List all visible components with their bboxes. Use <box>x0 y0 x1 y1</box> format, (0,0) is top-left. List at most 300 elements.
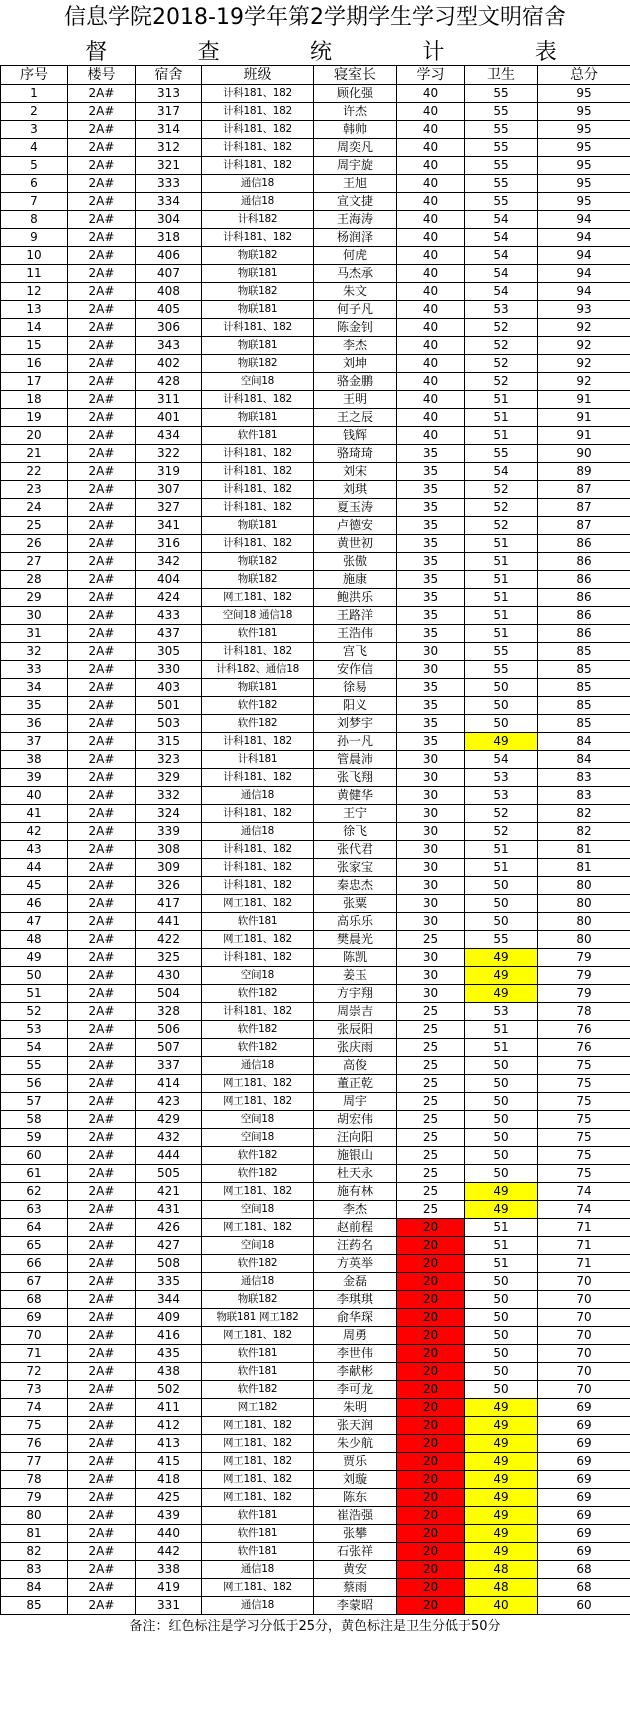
cell-dorm: 415 <box>136 1453 202 1471</box>
cell-building: 2A# <box>68 1039 136 1057</box>
cell-leader: 李杰 <box>314 337 397 355</box>
table-row <box>1 859 630 877</box>
cell-dorm: 502 <box>136 1381 202 1399</box>
table-row <box>1 1201 630 1219</box>
cell-leader: 朱少航 <box>314 1435 397 1453</box>
cell-leader: 王宁 <box>314 805 397 823</box>
cell-leader: 杜天永 <box>314 1165 397 1183</box>
cell-index: 33 <box>1 661 68 679</box>
cell-total: 70 <box>538 1363 630 1381</box>
table-row <box>1 373 630 391</box>
cell-total: 69 <box>538 1525 630 1543</box>
cell-study: 30 <box>397 769 465 787</box>
cell-building: 2A# <box>68 1327 136 1345</box>
cell-hygiene: 49 <box>465 1507 538 1525</box>
cell-total: 93 <box>538 301 630 319</box>
cell-leader: 宫飞 <box>314 643 397 661</box>
table-row <box>1 301 630 319</box>
table-row <box>1 643 630 661</box>
cell-dorm: 408 <box>136 283 202 301</box>
cell-leader: 周勇 <box>314 1327 397 1345</box>
cell-hygiene: 54 <box>465 229 538 247</box>
cell-leader: 汪向阳 <box>314 1129 397 1147</box>
cell-dorm: 505 <box>136 1165 202 1183</box>
cell-class: 网工181、182 <box>202 931 314 949</box>
cell-building: 2A# <box>68 643 136 661</box>
table-row <box>1 1255 630 1273</box>
cell-index: 39 <box>1 769 68 787</box>
cell-leader: 施有林 <box>314 1183 397 1201</box>
cell-study: 30 <box>397 859 465 877</box>
cell-study: 40 <box>397 193 465 211</box>
cell-total: 76 <box>538 1021 630 1039</box>
cell-study: 35 <box>397 571 465 589</box>
table-row <box>1 679 630 697</box>
dormitory-table <box>0 65 630 1615</box>
cell-index: 75 <box>1 1417 68 1435</box>
table-row <box>1 931 630 949</box>
table-row <box>1 103 630 121</box>
cell-building: 2A# <box>68 265 136 283</box>
cell-index: 69 <box>1 1309 68 1327</box>
cell-total: 69 <box>538 1435 630 1453</box>
cell-building: 2A# <box>68 1057 136 1075</box>
cell-building: 2A# <box>68 697 136 715</box>
cell-hygiene: 50 <box>465 1111 538 1129</box>
cell-leader: 朱文 <box>314 283 397 301</box>
cell-class: 计科181、182 <box>202 805 314 823</box>
cell-leader: 李献彬 <box>314 1363 397 1381</box>
cell-total: 94 <box>538 265 630 283</box>
cell-class: 网工181、182 <box>202 1471 314 1489</box>
cell-class: 网工181、182 <box>202 1453 314 1471</box>
cell-building: 2A# <box>68 841 136 859</box>
table-row <box>1 625 630 643</box>
cell-building: 2A# <box>68 625 136 643</box>
cell-leader: 张辰阳 <box>314 1021 397 1039</box>
cell-leader: 朱明 <box>314 1399 397 1417</box>
cell-class: 空间18 <box>202 1129 314 1147</box>
cell-total: 70 <box>538 1381 630 1399</box>
cell-index: 47 <box>1 913 68 931</box>
cell-index: 64 <box>1 1219 68 1237</box>
cell-building: 2A# <box>68 157 136 175</box>
cell-index: 14 <box>1 319 68 337</box>
cell-class: 软件181 <box>202 427 314 445</box>
cell-hygiene: 51 <box>465 625 538 643</box>
cell-total: 75 <box>538 1147 630 1165</box>
cell-total: 87 <box>538 517 630 535</box>
cell-class: 软件181 <box>202 1525 314 1543</box>
cell-hygiene: 49 <box>465 1183 538 1201</box>
cell-total: 70 <box>538 1327 630 1345</box>
table-row <box>1 1561 630 1579</box>
cell-dorm: 409 <box>136 1309 202 1327</box>
cell-building: 2A# <box>68 949 136 967</box>
cell-index: 4 <box>1 139 68 157</box>
cell-class: 软件182 <box>202 715 314 733</box>
cell-dorm: 432 <box>136 1129 202 1147</box>
cell-study: 25 <box>397 1201 465 1219</box>
cell-dorm: 333 <box>136 175 202 193</box>
cell-class: 计科181、182 <box>202 769 314 787</box>
cell-leader: 何虎 <box>314 247 397 265</box>
cell-index: 57 <box>1 1093 68 1111</box>
cell-index: 79 <box>1 1489 68 1507</box>
cell-building: 2A# <box>68 409 136 427</box>
cell-leader: 韩帅 <box>314 121 397 139</box>
cell-class: 物联182 <box>202 355 314 373</box>
cell-study: 20 <box>397 1597 465 1615</box>
cell-hygiene: 52 <box>465 823 538 841</box>
cell-total: 84 <box>538 733 630 751</box>
cell-hygiene: 50 <box>465 1309 538 1327</box>
cell-total: 85 <box>538 661 630 679</box>
cell-leader: 鲍洪乐 <box>314 589 397 607</box>
cell-leader: 张傲 <box>314 553 397 571</box>
cell-building: 2A# <box>68 1543 136 1561</box>
cell-leader: 汪药名 <box>314 1237 397 1255</box>
cell-total: 81 <box>538 841 630 859</box>
cell-leader: 俞华琛 <box>314 1309 397 1327</box>
cell-building: 2A# <box>68 1111 136 1129</box>
cell-class: 计科181、182 <box>202 445 314 463</box>
cell-class: 物联182 <box>202 571 314 589</box>
table-row <box>1 1435 630 1453</box>
cell-index: 30 <box>1 607 68 625</box>
cell-leader: 施银山 <box>314 1147 397 1165</box>
cell-dorm: 307 <box>136 481 202 499</box>
cell-study: 30 <box>397 913 465 931</box>
cell-hygiene: 50 <box>465 1129 538 1147</box>
cell-dorm: 315 <box>136 733 202 751</box>
cell-building: 2A# <box>68 931 136 949</box>
cell-class: 计科181、182 <box>202 859 314 877</box>
cell-index: 31 <box>1 625 68 643</box>
cell-hygiene: 50 <box>465 1273 538 1291</box>
cell-hygiene: 53 <box>465 1003 538 1021</box>
cell-index: 21 <box>1 445 68 463</box>
cell-index: 5 <box>1 157 68 175</box>
cell-class: 计科181、182 <box>202 481 314 499</box>
cell-class: 计科181 <box>202 751 314 769</box>
cell-building: 2A# <box>68 823 136 841</box>
cell-index: 67 <box>1 1273 68 1291</box>
cell-study: 20 <box>397 1309 465 1327</box>
table-row <box>1 1111 630 1129</box>
cell-class: 网工181、182 <box>202 1219 314 1237</box>
cell-total: 92 <box>538 373 630 391</box>
cell-class: 软件182 <box>202 1165 314 1183</box>
cell-leader: 周宇旋 <box>314 157 397 175</box>
cell-class: 计科181、182 <box>202 733 314 751</box>
cell-total: 80 <box>538 913 630 931</box>
cell-class: 网工181、182 <box>202 1093 314 1111</box>
cell-index: 41 <box>1 805 68 823</box>
cell-index: 35 <box>1 697 68 715</box>
table-row <box>1 841 630 859</box>
cell-total: 78 <box>538 1003 630 1021</box>
table-row <box>1 445 630 463</box>
table-row <box>1 337 630 355</box>
cell-building: 2A# <box>68 679 136 697</box>
cell-dorm: 428 <box>136 373 202 391</box>
cell-leader: 董正乾 <box>314 1075 397 1093</box>
cell-index: 66 <box>1 1255 68 1273</box>
header-study: 学习 <box>397 66 465 85</box>
cell-leader: 陈金钊 <box>314 319 397 337</box>
cell-study: 30 <box>397 985 465 1003</box>
cell-study: 20 <box>397 1543 465 1561</box>
table-row <box>1 949 630 967</box>
cell-total: 69 <box>538 1399 630 1417</box>
table-row <box>1 229 630 247</box>
table-row <box>1 823 630 841</box>
subtitle-char: 统 <box>309 40 332 65</box>
cell-dorm: 418 <box>136 1471 202 1489</box>
cell-class: 通信18 <box>202 1597 314 1615</box>
cell-index: 44 <box>1 859 68 877</box>
cell-study: 35 <box>397 481 465 499</box>
cell-index: 45 <box>1 877 68 895</box>
cell-leader: 陈凯 <box>314 949 397 967</box>
cell-class: 网工181、182 <box>202 1327 314 1345</box>
cell-total: 90 <box>538 445 630 463</box>
cell-total: 91 <box>538 427 630 445</box>
cell-class: 软件182 <box>202 1255 314 1273</box>
cell-study: 25 <box>397 1147 465 1165</box>
cell-index: 28 <box>1 571 68 589</box>
cell-index: 60 <box>1 1147 68 1165</box>
cell-index: 58 <box>1 1111 68 1129</box>
cell-total: 91 <box>538 391 630 409</box>
cell-study: 25 <box>397 1003 465 1021</box>
cell-hygiene: 52 <box>465 319 538 337</box>
cell-index: 81 <box>1 1525 68 1543</box>
cell-building: 2A# <box>68 1399 136 1417</box>
cell-dorm: 329 <box>136 769 202 787</box>
cell-leader: 陈东 <box>314 1489 397 1507</box>
cell-building: 2A# <box>68 301 136 319</box>
cell-class: 计科181、182 <box>202 319 314 337</box>
cell-hygiene: 49 <box>465 1201 538 1219</box>
cell-total: 83 <box>538 787 630 805</box>
cell-study: 25 <box>397 1057 465 1075</box>
cell-building: 2A# <box>68 553 136 571</box>
cell-class: 物联181 <box>202 265 314 283</box>
cell-study: 20 <box>397 1291 465 1309</box>
cell-class: 软件182 <box>202 985 314 1003</box>
cell-total: 83 <box>538 769 630 787</box>
table-row <box>1 877 630 895</box>
cell-leader: 樊晨光 <box>314 931 397 949</box>
cell-building: 2A# <box>68 1345 136 1363</box>
cell-leader: 马杰承 <box>314 265 397 283</box>
cell-hygiene: 53 <box>465 769 538 787</box>
cell-dorm: 431 <box>136 1201 202 1219</box>
cell-hygiene: 51 <box>465 571 538 589</box>
cell-building: 2A# <box>68 1219 136 1237</box>
cell-total: 94 <box>538 229 630 247</box>
cell-dorm: 439 <box>136 1507 202 1525</box>
cell-building: 2A# <box>68 1075 136 1093</box>
cell-index: 3 <box>1 121 68 139</box>
cell-hygiene: 51 <box>465 1255 538 1273</box>
cell-leader: 胡宏伟 <box>314 1111 397 1129</box>
cell-index: 61 <box>1 1165 68 1183</box>
cell-dorm: 344 <box>136 1291 202 1309</box>
cell-leader: 石张祥 <box>314 1543 397 1561</box>
cell-index: 82 <box>1 1543 68 1561</box>
table-row <box>1 1075 630 1093</box>
header-building: 楼号 <box>68 66 136 85</box>
cell-study: 40 <box>397 319 465 337</box>
cell-class: 软件182 <box>202 1021 314 1039</box>
cell-index: 20 <box>1 427 68 445</box>
cell-dorm: 317 <box>136 103 202 121</box>
cell-index: 12 <box>1 283 68 301</box>
cell-building: 2A# <box>68 1273 136 1291</box>
cell-total: 80 <box>538 877 630 895</box>
cell-dorm: 318 <box>136 229 202 247</box>
footnote: 备注：红色标注是学习分低于25分，黄色标注是卫生分低于50分 <box>129 1619 501 1634</box>
cell-total: 75 <box>538 1129 630 1147</box>
cell-dorm: 335 <box>136 1273 202 1291</box>
cell-study: 30 <box>397 661 465 679</box>
cell-study: 35 <box>397 697 465 715</box>
cell-study: 25 <box>397 1093 465 1111</box>
cell-hygiene: 50 <box>465 895 538 913</box>
cell-index: 80 <box>1 1507 68 1525</box>
table-row <box>1 193 630 211</box>
table-row <box>1 427 630 445</box>
cell-dorm: 435 <box>136 1345 202 1363</box>
cell-dorm: 341 <box>136 517 202 535</box>
cell-class: 计科181、182 <box>202 157 314 175</box>
cell-dorm: 334 <box>136 193 202 211</box>
table-row <box>1 805 630 823</box>
cell-study: 20 <box>397 1507 465 1525</box>
cell-index: 29 <box>1 589 68 607</box>
cell-leader: 孙一凡 <box>314 733 397 751</box>
cell-index: 71 <box>1 1345 68 1363</box>
cell-dorm: 325 <box>136 949 202 967</box>
cell-leader: 张飞翔 <box>314 769 397 787</box>
cell-class: 软件182 <box>202 1039 314 1057</box>
cell-class: 网工181、182 <box>202 589 314 607</box>
cell-dorm: 328 <box>136 1003 202 1021</box>
cell-class: 软件182 <box>202 697 314 715</box>
cell-total: 70 <box>538 1273 630 1291</box>
cell-class: 软件181 <box>202 1543 314 1561</box>
cell-leader: 许杰 <box>314 103 397 121</box>
table-row <box>1 1309 630 1327</box>
cell-index: 7 <box>1 193 68 211</box>
table-row <box>1 265 630 283</box>
cell-class: 通信18 <box>202 1561 314 1579</box>
cell-class: 通信18 <box>202 1273 314 1291</box>
cell-hygiene: 51 <box>465 859 538 877</box>
cell-study: 35 <box>397 445 465 463</box>
cell-study: 40 <box>397 175 465 193</box>
table-row <box>1 1345 630 1363</box>
cell-index: 1 <box>1 85 68 103</box>
cell-study: 40 <box>397 373 465 391</box>
cell-dorm: 407 <box>136 265 202 283</box>
cell-total: 80 <box>538 895 630 913</box>
cell-leader: 张家宝 <box>314 859 397 877</box>
table-row <box>1 355 630 373</box>
cell-hygiene: 55 <box>465 85 538 103</box>
cell-total: 95 <box>538 175 630 193</box>
cell-class: 计科182、通信18 <box>202 661 314 679</box>
cell-hygiene: 49 <box>465 1435 538 1453</box>
cell-dorm: 426 <box>136 1219 202 1237</box>
cell-leader: 阳义 <box>314 697 397 715</box>
cell-building: 2A# <box>68 805 136 823</box>
cell-index: 46 <box>1 895 68 913</box>
cell-hygiene: 51 <box>465 607 538 625</box>
cell-index: 68 <box>1 1291 68 1309</box>
cell-study: 40 <box>397 211 465 229</box>
table-row <box>1 895 630 913</box>
cell-dorm: 504 <box>136 985 202 1003</box>
header-class: 班级 <box>202 66 314 85</box>
cell-study: 30 <box>397 841 465 859</box>
table-row <box>1 589 630 607</box>
table-row <box>1 1363 630 1381</box>
cell-total: 75 <box>538 1093 630 1111</box>
cell-dorm: 405 <box>136 301 202 319</box>
cell-hygiene: 53 <box>465 787 538 805</box>
cell-building: 2A# <box>68 211 136 229</box>
cell-total: 60 <box>538 1597 630 1615</box>
cell-total: 89 <box>538 463 630 481</box>
cell-building: 2A# <box>68 1165 136 1183</box>
cell-leader: 方英举 <box>314 1255 397 1273</box>
cell-index: 24 <box>1 499 68 517</box>
cell-building: 2A# <box>68 733 136 751</box>
cell-dorm: 322 <box>136 445 202 463</box>
cell-dorm: 508 <box>136 1255 202 1273</box>
cell-leader: 蔡雨 <box>314 1579 397 1597</box>
cell-dorm: 423 <box>136 1093 202 1111</box>
cell-class: 软件181 <box>202 1345 314 1363</box>
cell-dorm: 316 <box>136 535 202 553</box>
header-leader: 寝室长 <box>314 66 397 85</box>
cell-hygiene: 52 <box>465 337 538 355</box>
cell-index: 37 <box>1 733 68 751</box>
cell-building: 2A# <box>68 1489 136 1507</box>
cell-study: 40 <box>397 337 465 355</box>
table-row <box>1 319 630 337</box>
cell-hygiene: 50 <box>465 1057 538 1075</box>
cell-building: 2A# <box>68 1309 136 1327</box>
cell-class: 物联181 <box>202 409 314 427</box>
cell-total: 75 <box>538 1057 630 1075</box>
cell-study: 40 <box>397 85 465 103</box>
cell-building: 2A# <box>68 1525 136 1543</box>
cell-total: 86 <box>538 553 630 571</box>
cell-index: 17 <box>1 373 68 391</box>
cell-study: 35 <box>397 625 465 643</box>
cell-class: 物联182 <box>202 553 314 571</box>
cell-building: 2A# <box>68 769 136 787</box>
cell-leader: 黄健华 <box>314 787 397 805</box>
cell-index: 22 <box>1 463 68 481</box>
cell-dorm: 319 <box>136 463 202 481</box>
table-row <box>1 661 630 679</box>
